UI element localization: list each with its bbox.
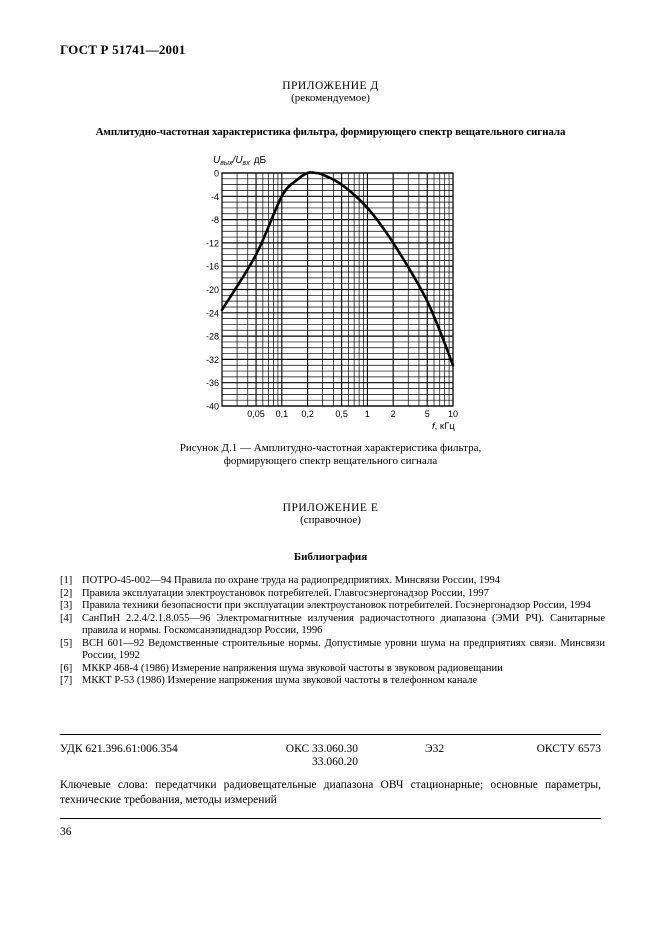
chart-heading: Амплитудно-частотная характеристика фильтра, формирующего спектр вещательного сигнала	[95, 126, 566, 138]
ref-number: [2]	[60, 587, 73, 599]
y-tick-label: -4	[210, 191, 219, 202]
ref-number: [5]	[60, 637, 73, 649]
y-tick-label: -20	[205, 285, 219, 295]
keywords: Ключевые слова: передатчики радиовещательные диапазона ОВЧ стационарные; основные параметры, технические требования, методы измерений	[60, 779, 601, 806]
x-tick-label: 10	[447, 409, 459, 419]
appendix-e-title: ПРИЛОЖЕНИЕ Е	[282, 502, 379, 514]
x-tick-label: 0,5	[335, 409, 348, 419]
ref-text: СанПиН 2.2.4/2.1.8.055—96 Электромагнитные излучения радиочастотного диапазона (ЭМИ РЧ). Санитарные правила и нормы. Госкомсанэпиднадзор России, 1996	[82, 612, 605, 636]
y-tick-label: -40	[205, 401, 219, 412]
x-tick-label: 1	[364, 409, 370, 419]
x-axis-tick-labels	[247, 409, 458, 419]
ref-text: Правила эксплуатации электроустановок потребителей. Главгосэнергонадзор России, 1997	[82, 587, 489, 599]
bibliography-item	[60, 600, 605, 613]
ref-text: ВСН 601—92 Ведомственные строительные нормы. Допустимые уровни шума на предприятиях связи. Минсвязи России, 1992	[82, 637, 605, 661]
bibliography-item	[60, 613, 605, 638]
y-tick-label: -12	[205, 238, 219, 249]
page-number: 36	[60, 826, 72, 838]
bibliography-item	[60, 588, 605, 601]
bibliography-item	[60, 575, 605, 588]
y-tick-label: -16	[205, 261, 219, 272]
ref-number: [3]	[60, 600, 73, 611]
footer-divider-top	[60, 734, 601, 735]
ref-text: ПОТРО-45-002—94 Правила по охране труда на радиопредприятиях. Минсвязи России, 1994	[82, 575, 500, 586]
ref-number: [4]	[60, 612, 73, 624]
document-header: ГОСТ Р 51741—2001	[60, 42, 186, 57]
x-tick-label: 5	[424, 409, 430, 419]
bibliography-heading: Библиография	[293, 551, 368, 563]
bibliography-item	[60, 638, 605, 663]
ref-number: [7]	[60, 675, 73, 686]
x-tick-label: 0,2	[301, 409, 314, 419]
chart-grid	[222, 173, 453, 406]
ref-number: [6]	[60, 662, 73, 674]
ref-text: МККР 468-4 (1986) Измерение напряжения шума звуковой частоты в звуковом радиовещании	[82, 662, 503, 674]
ref-text: Правила техники безопасности при эксплуатации электроустановок потребителей. Госэнергонадзор России, 1994	[82, 600, 591, 611]
classification-code: Э32	[425, 743, 445, 755]
frequency-response-chart	[200, 148, 470, 438]
y-tick-label: -28	[205, 331, 219, 342]
y-tick-label: -24	[205, 308, 219, 319]
oks-code-1: ОКС 33.060.30	[285, 743, 358, 755]
footer-divider-bottom	[60, 818, 601, 819]
figure-caption-line2: формирующего спектр вещательного сигнала	[223, 455, 438, 467]
ref-number: [1]	[60, 575, 73, 586]
y-axis-tick-labels	[206, 169, 219, 412]
x-tick-label: 0,05	[247, 409, 265, 419]
oks-code-2: 33.060.20	[312, 756, 358, 768]
bibliography-item	[60, 663, 605, 676]
udk-code: УДК 621.396.61:006.354	[60, 743, 178, 755]
appendix-e-subtitle: (справочное)	[300, 514, 361, 526]
appendix-d-title: ПРИЛОЖЕНИЕ Д	[282, 80, 379, 92]
okstu-code: ОКСТУ 6573	[536, 743, 601, 755]
y-tick-label: -36	[205, 378, 219, 389]
ref-text: МККТ Р-53 (1986) Измерение напряжения шума звуковой частоты в телефонном канале	[82, 675, 478, 686]
y-tick-label: 0	[213, 168, 219, 179]
y-tick-label: -8	[210, 215, 219, 226]
x-tick-label: 2	[390, 409, 396, 419]
x-axis-label: f, кГц	[432, 421, 455, 432]
y-tick-label: -32	[205, 354, 219, 365]
appendix-d-subtitle: (рекомендуемое)	[291, 92, 370, 104]
y-axis-label: $U_{вых}/U_{вх}$ дБ	[213, 155, 267, 167]
bibliography-item	[60, 675, 605, 688]
x-tick-label: 0,1	[275, 409, 289, 419]
figure-caption-line1: Рисунок Д.1 — Амплитудно-частотная характеристика фильтра,	[179, 442, 482, 454]
bibliography-list	[60, 575, 605, 688]
